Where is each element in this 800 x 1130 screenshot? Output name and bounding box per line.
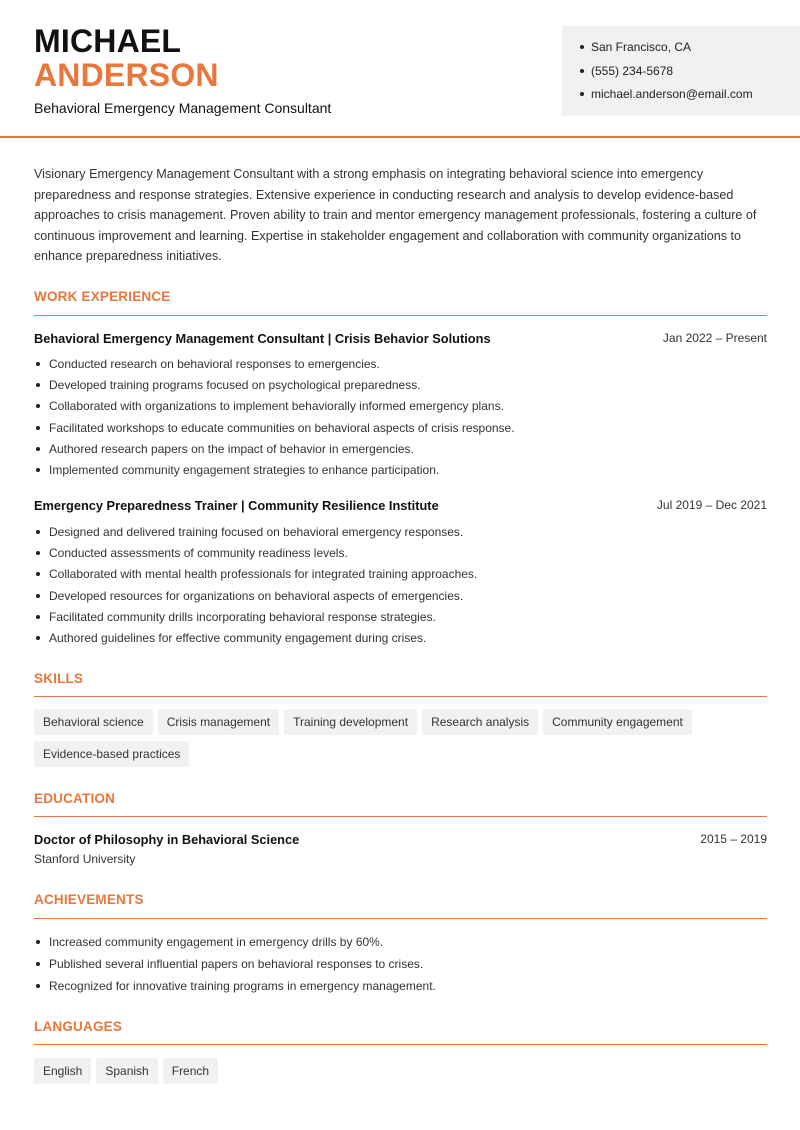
first-name: MICHAEL [34,23,182,59]
job-title: Behavioral Emergency Management Consultant [34,100,332,116]
list-item [34,630,477,651]
bullet-icon [36,447,40,451]
section-title-skills: SKILLS [34,671,84,686]
job-entry-title: Emergency Preparedness Trainer | Community Resilience Institute [34,498,439,513]
bullet-icon [36,594,40,598]
list-item [34,356,515,377]
contact-location-text: San Francisco, CA [591,40,692,54]
languages-chip-list [34,1058,774,1090]
achievements-list [34,934,436,1000]
summary-paragraph: Visionary Emergency Management Consultant with a strong emphasis on integrating behavioral science into emergency preparedness and response strategies. Extensive experience in conducting research and analysis to develop evidence-based approaches to crisis management. Proven ability to train and mentor emergency management professionals, fostering a culture of continuous improvement and learning. Expertise in stakeholder engagement and collaboration with community organizations to enhance preparedness initiatives. [34,167,757,263]
list-item [34,956,436,978]
list-item [34,462,515,483]
list-item [34,588,477,609]
bullet-icon [36,636,40,640]
skill-chip: Community engagement [543,709,692,735]
skill-chip: Training development [284,709,417,735]
bullet-icon [36,551,40,555]
bullet-icon [36,383,40,387]
list-item [34,609,477,630]
list-item-text: Published several influential papers on behavioral responses to crises. [49,957,424,971]
bullet-icon [36,426,40,430]
section-divider [34,816,767,817]
list-item-text: Designed and delivered training focused on behavioral emergency responses. [49,525,464,539]
bullet-icon [36,962,40,966]
bullet-icon [36,404,40,408]
list-item-text: Facilitated workshops to educate communities on behavioral aspects of crisis response. [49,420,515,435]
list-item-text: Increased community engagement in emergency drills by 60%. [49,935,384,949]
bullet-icon [580,45,584,49]
bullet-icon [36,615,40,619]
skill-chip: Behavioral science [34,709,153,735]
list-item [34,441,515,462]
list-item-text: Developed training programs focused on psychological preparedness. [49,378,421,393]
section-divider [34,1044,767,1045]
bullet-icon [36,362,40,366]
list-item [34,566,477,587]
job-entry-dates: Jul 2019 – Dec 2021 [656,498,767,512]
list-item-text: Conducted research on behavioral responses to emergencies. [49,357,380,371]
contact-email [580,86,800,110]
bullet-icon [580,92,584,96]
skill-chip: Research analysis [422,709,538,735]
list-item-text: Collaborated with organizations to implement behaviorally informed emergency plans. [49,399,504,414]
section-title-languages: LANGUAGES [34,1019,123,1034]
contact-phone-text: (555) 234-5678 [591,63,674,78]
list-item [34,377,515,398]
job-entry-dates: Jan 2022 – Present [662,331,767,345]
list-item [34,978,436,1000]
education-dates: 2015 – 2019 [700,832,767,846]
list-item [34,398,515,419]
list-item [34,934,436,956]
job-bullet-list [34,524,477,651]
bullet-icon [36,940,40,944]
skill-chip: Evidence-based practices [34,741,189,767]
job-entry-title: Behavioral Emergency Management Consultant | Crisis Behavior Solutions [34,331,491,346]
section-divider [34,696,767,697]
list-item-text: Recognized for innovative training programs in emergency management. [49,979,436,993]
skills-chip-list [34,709,774,773]
contact-email-text: michael.anderson@email.com [591,87,753,101]
section-divider [34,315,767,316]
list-item-text: Conducted assessments of community readiness levels. [49,546,348,561]
list-item-text: Authored research papers on the impact of behavior in emergencies. [49,441,414,456]
language-chip: English [34,1058,91,1084]
list-item-text: Implemented community engagement strategies to enhance participation. [49,462,440,477]
resume-header [0,0,800,138]
education-degree: Doctor of Philosophy in Behavioral Science [34,832,300,847]
section-title-achievements: ACHIEVEMENTS [34,892,144,907]
skill-chip: Crisis management [158,709,279,735]
bullet-icon [36,468,40,472]
list-item-text: Developed resources for organizations on behavioral aspects of emergencies. [49,588,464,603]
section-divider [34,918,767,919]
section-title-work: WORK EXPERIENCE [34,289,171,304]
language-chip: Spanish [96,1058,157,1084]
last-name: ANDERSON [34,57,219,93]
list-item [34,545,477,566]
list-item-text: Authored guidelines for effective community engagement during crises. [49,630,427,645]
contact-phone [580,63,800,87]
bullet-icon [36,572,40,576]
list-item-text: Collaborated with mental health professionals for integrated training approaches. [49,567,478,582]
section-title-education: EDUCATION [34,791,116,806]
list-item [34,420,515,441]
list-item [34,524,477,545]
list-item-text: Facilitated community drills incorporating behavioral response strategies. [49,609,436,624]
job-bullet-list [34,356,515,483]
contact-location [580,39,800,63]
education-school: Stanford University [34,852,136,866]
bullet-icon [36,530,40,534]
language-chip: French [163,1058,218,1084]
bullet-icon [36,984,40,988]
contact-box [562,26,800,116]
bullet-icon [580,69,584,73]
